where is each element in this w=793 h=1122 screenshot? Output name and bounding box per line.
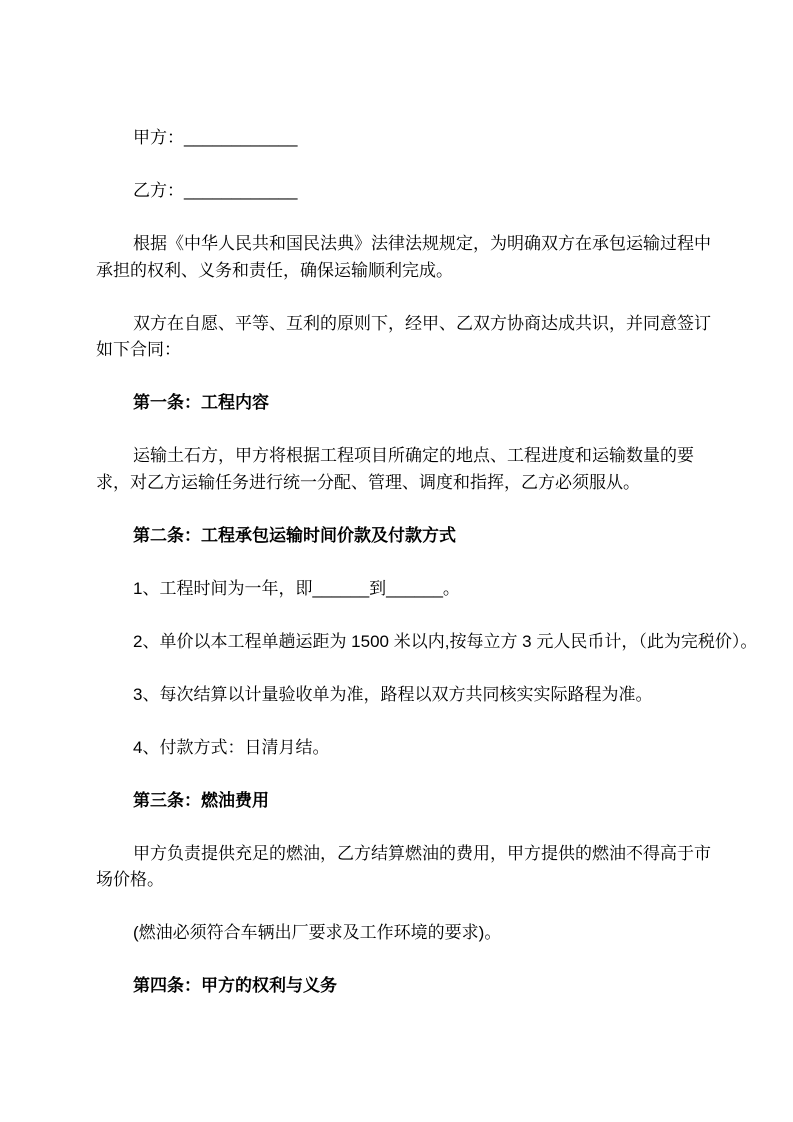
clause-2-item-1: 1、工程时间为一年，即______到______。: [133, 578, 460, 598]
preamble-legal-basis: 根据《中华人民共和国民法典》法律法规规定，为明确双方在承包运输过程中承担的权利、义务和责任，确保运输顺利完成。: [96, 234, 711, 280]
clause-2-item-2: 2、单价以本工程单趟运距为 1500 米以内,按每立方 3 元人民币计，（此为完税价）。: [133, 631, 758, 651]
clause-2-item-3: 3、每次结算以计量验收单为准，路程以双方共同核实实际路程为准。: [133, 684, 653, 704]
document-content: [96, 125, 758, 1026]
preamble-agreement: 双方在自愿、平等、互利的原则下，经甲、乙双方协商达成共识，并同意签订如下合同：: [96, 313, 711, 359]
clause-3-heading: 第三条：燃油费用: [133, 790, 269, 810]
clause-3-body: 甲方负责提供充足的燃油，乙方结算燃油的费用，甲方提供的燃油不得高于市场价格。: [96, 843, 711, 889]
clause-4-heading: 第四条：甲方的权利与义务: [133, 976, 337, 995]
clause-3-note: (燃油必须符合车辆出厂要求及工作环境的要求)。: [133, 923, 502, 942]
party-b-line: 乙方：____________: [133, 181, 298, 200]
party-a-line: 甲方：____________: [133, 128, 298, 147]
clause-2-item-4: 4、付款方式：日清月结。: [133, 737, 330, 757]
clause-1-body: 运输土石方，甲方将根据工程项目所确定的地点、工程进度和运输数量的要求，对乙方运输任务进行统一分配、管理、调度和指挥，乙方必须服从。: [96, 446, 694, 492]
clause-1-heading: 第一条：工程内容: [133, 393, 269, 412]
clause-2-heading: 第二条：工程承包运输时间价款及付款方式: [133, 525, 456, 545]
